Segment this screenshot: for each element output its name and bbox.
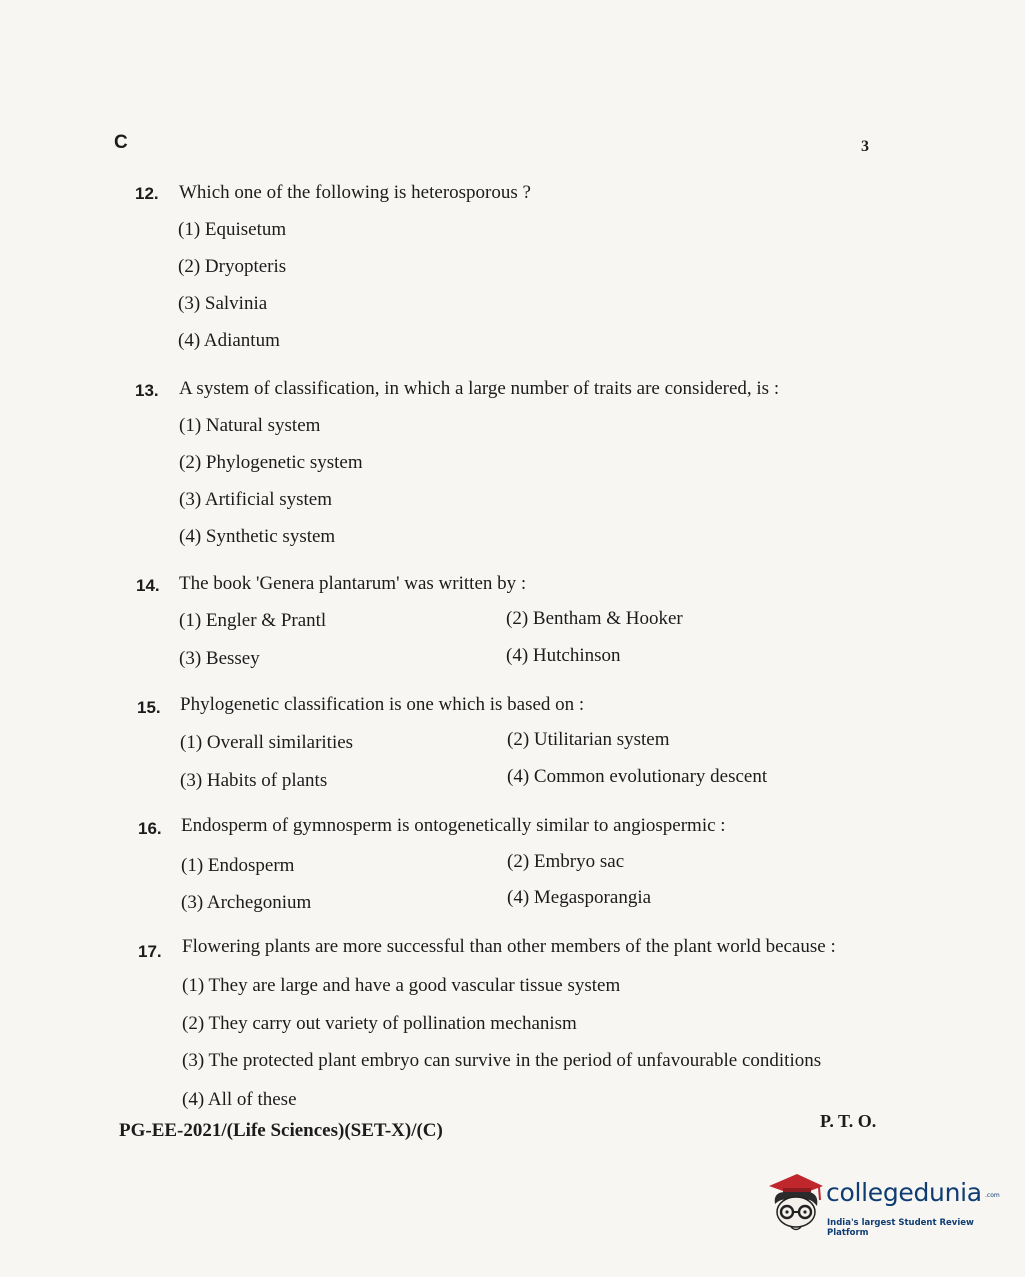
option-1: (1) Engler & Prantl <box>179 610 327 631</box>
option-2: (2) Embryo sac <box>507 851 625 872</box>
mascot-logo-icon <box>765 1170 825 1232</box>
page-number: 3 <box>861 138 869 155</box>
option-3: (3) The protected plant embryo can survive in the period of unfavourable conditions <box>182 1050 822 1071</box>
option-1: (1) Endosperm <box>181 855 295 876</box>
option-4: (4) Adiantum <box>178 330 280 351</box>
option-1: (1) Overall similarities <box>180 732 354 753</box>
option-3: (3) Bessey <box>179 648 260 669</box>
option-4: (4) Common evolutionary descent <box>507 766 768 787</box>
pto-label: P. T. O. <box>820 1111 877 1131</box>
option-4: (4) All of these <box>182 1089 297 1110</box>
question-text: The book 'Genera plantarum' was written by : <box>179 573 527 594</box>
question-text: Which one of the following is heterosporous ? <box>179 182 531 203</box>
question-number: 16. <box>138 819 162 838</box>
option-2: (2) Bentham & Hooker <box>506 608 683 629</box>
paper-code: PG-EE-2021/(Life Sciences)(SET-X)/(C) <box>119 1120 443 1141</box>
option-1: (1) They are large and have a good vascular tissue system <box>182 975 621 996</box>
collegedunia-watermark <box>765 1170 1005 1238</box>
option-2: (2) They carry out variety of pollination mechanism <box>182 1013 577 1034</box>
question-number: 12. <box>135 184 159 203</box>
question-text: Flowering plants are more successful than other members of the plant world because : <box>182 936 836 957</box>
option-4: (4) Megasporangia <box>507 887 652 908</box>
option-4: (4) Synthetic system <box>179 526 336 547</box>
option-3: (3) Archegonium <box>181 892 312 913</box>
brand-tagline: India's largest Student Review Platform <box>827 1218 974 1238</box>
option-2: (2) Utilitarian system <box>507 729 670 750</box>
brand-name: collegedunia <box>826 1178 982 1207</box>
question-text: A system of classification, in which a large number of traits are considered, is : <box>179 378 780 399</box>
option-3: (3) Salvinia <box>178 293 268 314</box>
option-3: (3) Habits of plants <box>180 770 328 791</box>
set-letter: C <box>114 132 128 153</box>
option-1: (1) Equisetum <box>178 219 287 240</box>
question-number: 17. <box>138 942 162 961</box>
question-number: 15. <box>137 698 161 717</box>
option-2: (2) Phylogenetic system <box>179 452 363 473</box>
question-number: 13. <box>135 381 159 400</box>
option-2: (2) Dryopteris <box>178 256 287 277</box>
option-3: (3) Artificial system <box>179 489 333 510</box>
brand-suffix: .com <box>985 1192 1000 1199</box>
option-4: (4) Hutchinson <box>506 645 621 666</box>
question-text: Phylogenetic classification is one which is based on : <box>180 694 585 715</box>
question-number: 14. <box>136 576 160 595</box>
question-text: Endosperm of gymnosperm is ontogenetically similar to angiospermic : <box>181 815 726 836</box>
option-1: (1) Natural system <box>179 415 321 436</box>
